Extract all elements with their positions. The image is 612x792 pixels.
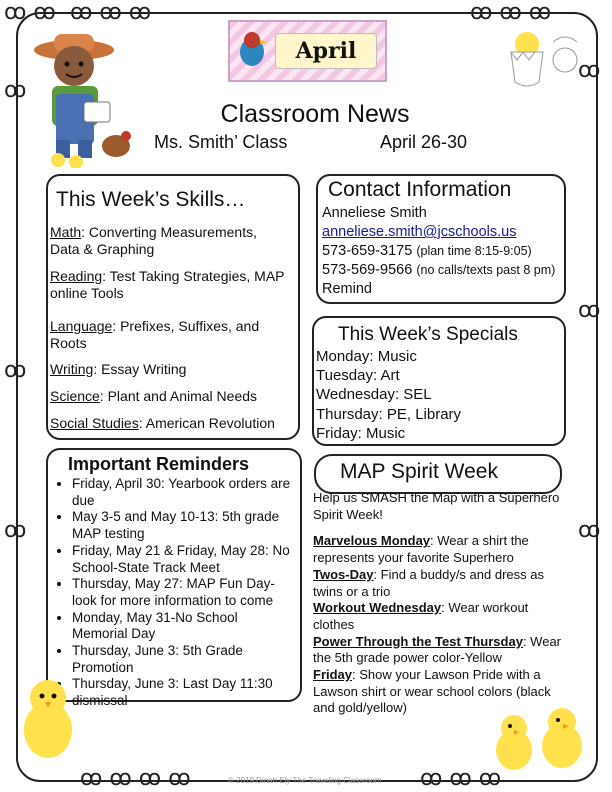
page-title: Classroom News [220, 100, 410, 128]
swirl-ornament-icon: ꝏ ꝏ ꝏ [470, 0, 552, 25]
week-dates: April 26-30 [380, 132, 468, 152]
spirit-title: MAP Spirit Week [340, 460, 498, 483]
special-monday: Monday: Music [316, 348, 417, 365]
chicks-pair-clipart-icon [490, 704, 590, 774]
swirl-ornament-icon: ꝏ ꝏ ꝏ [420, 766, 502, 791]
spirit-week-list [313, 490, 565, 717]
skill-reading: Reading: Test Taking Strategies, MAP online Tools [50, 268, 285, 301]
contact-title: Contact Information [328, 178, 512, 201]
reminder-item: • May 3-5 and May 10-13: 5th grade MAP testing [72, 509, 294, 542]
swirl-ornament-icon: ꝏ [4, 518, 27, 543]
skills-title: This Week’s Skills… [56, 188, 246, 211]
skill-language: Language: Prefixes, Suffixes, and Roots [50, 318, 260, 351]
swirl-ornament-icon: ꝏ [4, 358, 27, 383]
spirit-day-thursday: Power Through the Test Thursday: Wear the 5th grade power color-Yellow [313, 633, 562, 666]
month-banner [228, 20, 387, 82]
reminder-item: • Friday, May 21 & Friday, May 28: No School-State Track Meet [72, 543, 294, 576]
spirit-day-monday: Marvelous Monday: Wear a shirt the represents your favorite Superhero [313, 533, 529, 566]
phone-line-1: 573-659-3175 (plan time 8:15-9:05) [322, 243, 532, 259]
reminder-item: • Monday, May 31-No School Memorial Day [72, 610, 294, 643]
reminder-item: • Thursday, June 3: Last Day 11:30 dismissal [72, 676, 294, 709]
specials-list [316, 347, 461, 443]
swirl-ornament-icon: ꝏ [4, 78, 27, 103]
swirl-ornament-icon: ꝏ [578, 518, 601, 543]
special-friday: Friday: Music [316, 424, 406, 442]
spirit-day-wednesday: Workout Wednesday: Wear workout clothes [313, 600, 529, 632]
spirit-day-friday: Friday: Show your Lawson Pride with a Lawson shirt or wear school colors (black and gold/yellow) [313, 667, 551, 716]
skills-list [50, 224, 290, 449]
class-name: Ms. Smith’ Class [154, 132, 288, 152]
chick-in-egg-clipart-icon [505, 22, 585, 92]
farmer-boy-clipart-icon [16, 28, 136, 168]
reminders-title: Important Reminders [68, 454, 250, 474]
remind-app: Remind [322, 281, 372, 297]
chick-clipart-icon [18, 668, 78, 768]
skill-writing: Writing: Essay Writing [50, 361, 187, 377]
reminder-item: • Thursday, May 27: MAP Fun Day- look for more information to come [72, 576, 294, 609]
swirl-ornament-icon: ꝏ ꝏ ꝏ [70, 0, 152, 25]
specials-title: This Week’s Specials [338, 324, 518, 345]
spirit-intro: Help us SMASH the Map with a Superhero Spirit Week! [313, 490, 560, 522]
teacher-name: Anneliese Smith [322, 205, 427, 221]
contact-details [322, 204, 562, 299]
reminders-list [50, 476, 294, 710]
phone-line-2: 573-569-9566 (no calls/texts past 8 pm) [322, 262, 556, 278]
swirl-ornament-icon: ꝏ [578, 298, 601, 323]
special-wednesday: Wednesday: SEL [316, 386, 432, 404]
swirl-ornament-icon: ꝏ ꝏ [4, 0, 56, 25]
swirl-ornament-icon: ꝏ [578, 58, 601, 83]
bird-clipart-icon [234, 28, 270, 72]
special-tuesday: Tuesday: Art [316, 367, 400, 385]
reminder-item: • Thursday, June 3: 5th Grade Promotion [72, 643, 294, 676]
spirit-day-tuesday: Twos-Day: Find a buddy/s and dress as twins or a trio [313, 566, 544, 599]
reminder-item: • Friday, April 30: Yearbook orders are due [72, 476, 294, 509]
skill-social-studies: Social Studies: American Revolution [50, 415, 275, 431]
swirl-ornament-icon: ꝏ ꝏ ꝏ ꝏ [80, 766, 191, 791]
copyright-credit: © 2019 Dinah Ely The Traveling Classroom [228, 776, 382, 785]
skill-science: Science: Plant and Animal Needs [50, 388, 258, 404]
special-thursday: Thursday: PE, Library [316, 405, 462, 423]
skill-math: Math: Converting Measurements, Data & Graphing [50, 224, 257, 257]
month-label: April [275, 33, 377, 69]
email-link[interactable]: anneliese.smith@jcschools.us [322, 224, 517, 240]
